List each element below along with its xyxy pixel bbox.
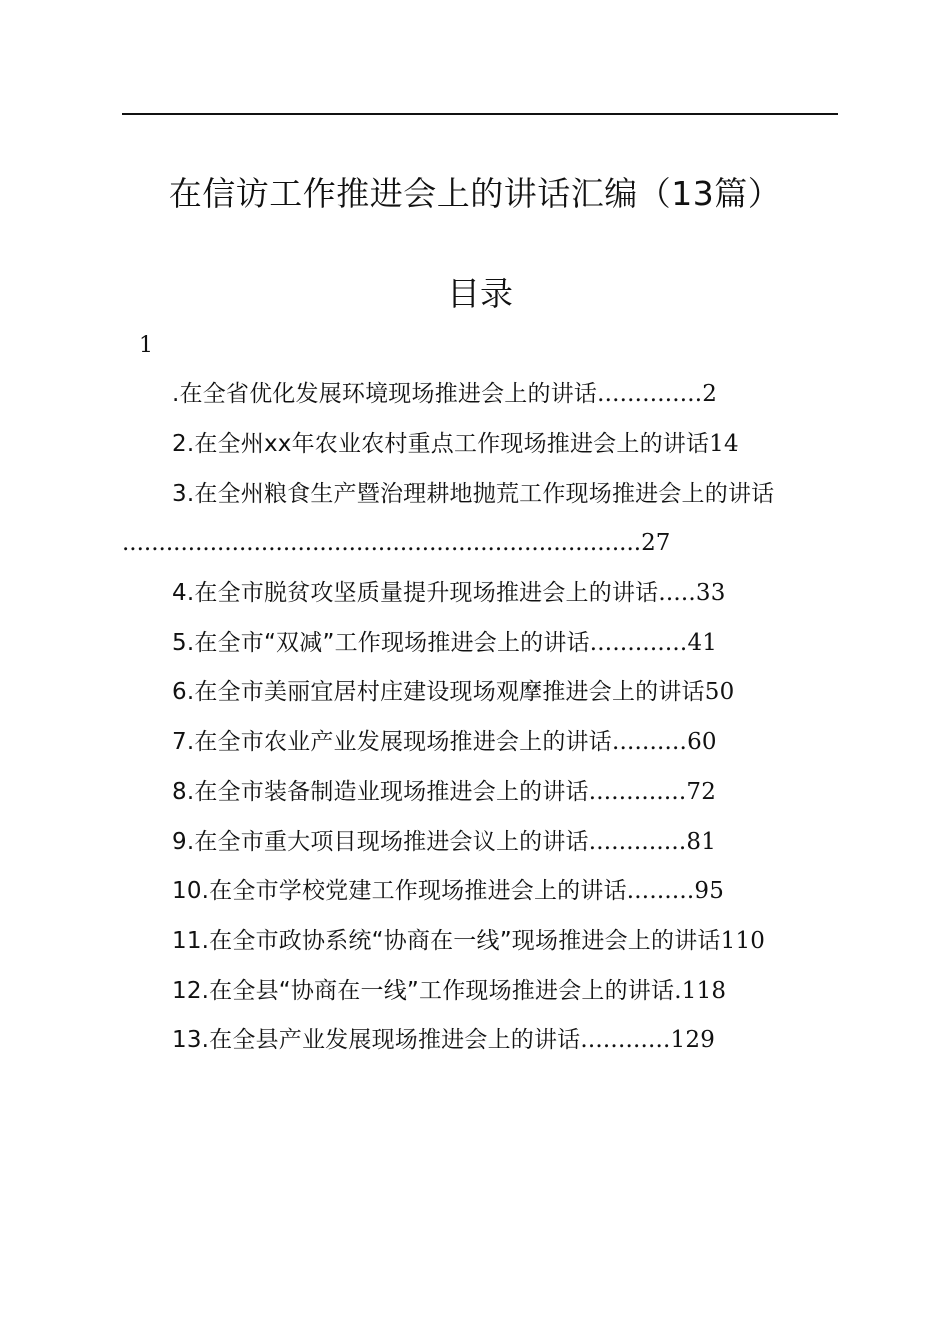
toc-entry-5[interactable]	[172, 627, 717, 659]
toc-entry-page: 81	[686, 829, 717, 855]
toc-heading: 目录	[447, 274, 513, 313]
toc-entry-page: 129	[670, 1027, 716, 1053]
stray-number: 1	[139, 333, 153, 358]
toc-entry-label: 3.在全州粮食生产暨治理耕地抛荒工作现场推进会上的讲话	[172, 481, 775, 507]
toc-entry-11[interactable]	[172, 925, 765, 957]
toc-entry-label: 6.在全市美丽宜居村庄建设现场观摩推进会上的讲话	[172, 679, 705, 705]
toc-entry-label: 4.在全市脱贫攻坚质量提升现场推进会上的讲话	[172, 580, 659, 606]
toc-entry-label: 9.在全市重大项目现场推进会议上的讲话	[172, 829, 589, 855]
toc-entry-label: 10.在全市学校党建工作现场推进会上的讲话	[172, 878, 627, 904]
toc-entry-label: 2.在全州xx年农业农村重点工作现场推进会上的讲话	[172, 431, 710, 457]
toc-entry-page: 14	[709, 431, 739, 457]
toc-entry-3-continuation[interactable]	[122, 527, 787, 559]
toc-entry-leader: .........	[626, 878, 695, 904]
header-rule	[122, 113, 838, 115]
toc-entry-page: 33	[695, 580, 726, 606]
toc-entry-leader: .....	[658, 580, 696, 606]
toc-entry-page: 60	[687, 729, 717, 755]
toc-entry-leader: ............	[580, 1027, 671, 1053]
toc-entry-leader: .............	[588, 829, 687, 855]
toc-entry-label: 13.在全县产业发展现场推进会上的讲话	[172, 1027, 581, 1053]
toc-entry-label: 8.在全市装备制造业现场推进会上的讲话	[172, 779, 589, 805]
toc-entry-page: 41	[687, 630, 718, 656]
toc-entry-page: 27	[641, 530, 671, 556]
toc-entry-leader: ..........	[611, 729, 688, 755]
toc-entry-leader: .	[674, 978, 682, 1004]
toc-entry-leader: .............	[589, 630, 688, 656]
toc-entry-page: 110	[720, 928, 766, 954]
toc-entry-3[interactable]	[172, 478, 774, 510]
toc-entry-page: 72	[686, 779, 717, 805]
toc-entry-8[interactable]	[172, 776, 716, 808]
toc-entry-label: .在全省优化发展环境现场推进会上的讲话	[172, 381, 598, 407]
toc-entry-page: 118	[681, 978, 727, 1004]
toc-entry-7[interactable]	[172, 726, 717, 758]
toc-entry-label: 12.在全县“协商在一线”工作现场推进会上的讲话	[172, 978, 675, 1004]
toc-entry-page: 50	[704, 679, 735, 705]
toc-entry-page: 2	[702, 381, 718, 407]
toc-entry-12[interactable]	[172, 975, 726, 1007]
toc-entry-13[interactable]	[172, 1024, 715, 1056]
toc-entry-page: 95	[694, 878, 725, 904]
toc-entry-leader: .......................................................................	[122, 530, 642, 556]
toc-entry-leader: .............	[588, 779, 687, 805]
toc-entry-9[interactable]	[172, 826, 716, 858]
toc-entry-label: 5.在全市“双减”工作现场推进会上的讲话	[172, 630, 590, 656]
toc-entry-leader: ..............	[597, 381, 703, 407]
toc-entry-4[interactable]	[172, 577, 726, 609]
toc-entry-label: 11.在全市政协系统“协商在一线”现场推进会上的讲话	[172, 928, 721, 954]
toc-entry-label: 7.在全市农业产业发展现场推进会上的讲话	[172, 729, 612, 755]
toc-entry-1[interactable]	[172, 378, 717, 410]
toc-entry-10[interactable]	[172, 875, 724, 907]
toc-entry-6[interactable]	[172, 676, 734, 708]
document-title: 在信访工作推进会上的讲话汇编（13篇）	[168, 174, 782, 213]
toc-entry-2[interactable]	[172, 428, 739, 460]
